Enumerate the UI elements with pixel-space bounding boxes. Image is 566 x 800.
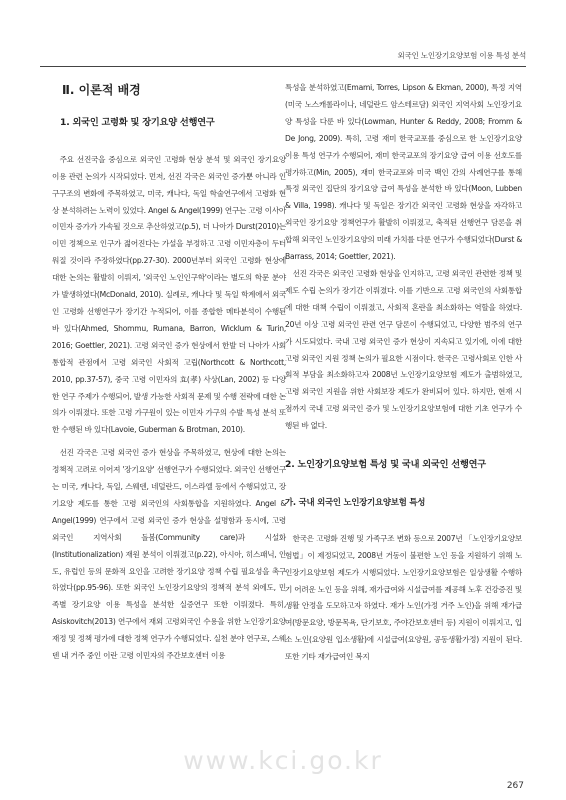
page-number: 267 [506,781,524,791]
section-title: Ⅱ. 이론적 배경 [62,83,141,97]
right-column [285,80,522,666]
body-paragraph: 한국은 고령화 진행 및 가족구조 변화 등으로 2007년 「노인장기요양보험법」이 제정되었고, 2008년 거동이 불편한 노인 등을 지원하기 위해 노인장기요양보험 제도가 시행되었다. 노인장기요양보험은 일상생활 수행하기 어려운 노인 등을 위해, 재가급여와 시설급여를 제공해 노후 건강증진 및 생활 안정을 도모하고자 하였다. 재가 노인(가정 거주 노인)을 위해 재가급여(방문요양, 방문목욕, 단기보호, 주야간보호센터 등) 지원이 이뤄지고, 입소 노인(요양원 입소생활)에 시설급여(요양원, 공동생활가정) 지원이 된다. 또한 기타 재가급여인 복지 [285,533,522,662]
subsubsection-title: 가. 국내 외국인 노인장기요양보험 특성 [285,496,426,507]
left-column [52,80,286,665]
running-head: 외국인 노인장기요양보험 이용 특성 분석 [397,51,526,60]
subsection-title-1: 1. 외국인 고령화 및 장기요양 선행연구 [60,116,215,128]
header-rule [40,66,526,67]
body-paragraph: 특성을 분석하였고(Emami, Torres, Lipson & Ekman, 2000), 특정 지역(미국 노스캐롤라이나, 네덜란드 암스테르담) 외국인 지역사회 노인장기요양 특성을 다룬 바 있다(Lowman, Hunter & Reddy, 2008; Fromm & De Jong, 2009). 특히, 고령 재미 한국교포를 중심으로 한 노인장기요양 이용 특성 연구가 수행되어, 재미 한국교포의 장기요양 급여 이용 선호도를 평가하고(Min, 2005), 재미 한국교포와 미국 백인 간의 사례연구를 통해 특정 외국인 집단의 장기요양 급여 특성을 분석한 바 있다(Moon, Lubben & Villa, 1998). 캐나다 및 독일은 장기간 외국인 고령화 현상을 자각하고 외국인 장기요양 정책연구가 활발히 이뤄졌고, 축적된 선행연구 담론을 취합해 외국인 노인장기요양의 미래 가치를 다룬 연구가 수행되었다(Durst & Barrass, 2014; Goettler, 2021). [285,83,522,262]
body-paragraph: 주요 선진국을 중심으로 외국인 고령화 현상 분석 및 외국인 장기요양 이용 관련 논의가 시작되었다. 먼저, 선진 각국은 외국인 증가뿐 아니라 인구구조의 변화에 주목하였고, 미국, 캐나다, 독일 학술연구에서 고령화 현상 분석하려는 노력이 있었다. Angel & Angel(1999) 연구는 고령 이사아 이민자 증가가 가속될 것으로 추산하였고(p.5), 더 나아가 Durst(2010)는 이민 정책으로 인구가 젊어진다는 가설을 부정하고 고령 이민자층이 두터워질 것이라 주장하였다(pp.27-30). 2000년부터 외국인 고령화 현상에 대한 논의는 활발히 이뤄져, '외국인 노인인구학'이라는 별도의 학문 분야가 발생하였다(McDonald, 2010). 실례로, 캐나다 및 독일 학계에서 외국인 고령화 선행연구가 장기간 누적되어, 이를 종합한 메타분석이 수행된 바 있다(Ahmed, Shommu, Rumana, Barron, Wicklum & Turin, 2016; Goettler, 2021). 고령 외국인 증가 현상에서 한발 더 나아가 사회통합적 관점에서 고령 외국인 사회적 고립(Northcott & Northcott, 2010, pp.37-57), 중국 고령 이민자의 효(孝) 사상(Lan, 2002) 등 다양한 연구 주제가 수행되어, 발생 가능한 사회적 문제 및 수행 전략에 대한 논의가 이뤄졌다. 또한 고령 가구원이 있는 이민자 가구의 수발 특성 분석 또한 수행된 바 있다(Lavoie, Guberman & Brotman, 2010). [52,154,286,435]
body-paragraph: 선진 각국은 고령 외국인 증가 현상을 주목하였고, 현상에 대한 논의는 정책적 고려로 이어져 '장기요양' 선행연구가 수행되었다. 외국인 선행연구는 미국, 캐나다, 독일, 스웨덴, 네덜란드, 이스라엘 등에서 수행되었고, 장기요양 제도를 통한 고령 외국인의 사회통합을 지원하였다. Angel & Angel(1999) 연구에서 고령 외국인 증가 현상을 설명함과 동시에, 고령 외국인 지역사회 돌봄(Community care)과 시설화(Institutionalization) 재원 분석이 이뤄졌고(p.22), 아시아, 히스패닉, 인도, 유럽인 등의 문화적 요인을 고려한 장기요양 정책 수립 필요성을 촉구하였다(pp.95-96). 또한 외국인 노인장기요양의 정책적 분석 외에도, 민족별 장기요양 이용 특성을 분석한 실증연구 또한 이뤄졌다. 특히, Asiskovitch(2013) 연구에서 재외 고령외국인 수용을 위한 노인장기요양 재정 및 정책 평가에 대한 정책 연구가 수행되었다. 실천 분야 연구로, 스웨덴 내 거주 중인 이란 고령 이민자의 주간보호센터 이용 [52,448,286,661]
subsection-title-2: 2. 노인장기요양보험 특성 및 국내 외국인 선행연구 [285,459,486,471]
watermark: www.kci.go.kr [183,746,383,775]
body-paragraph: 선진 각국은 외국인 고령화 현상을 인지하고, 고령 외국인 관련한 정책 및 제도 수립 논의가 장기간 이뤄졌다. 이를 기반으로 고령 외국인의 사회통합에 대한 대책 수립이 이뤄졌고, 사회적 혼란을 최소화하는 역할을 하였다. 20년 이상 고령 외국인 관련 연구 담론이 수행되었고, 다양한 범주의 연구가 시도되었다. 국내 고령 외국인 증가 현상이 지속되고 있기에, 이에 대한 고령 외국인 지원 정책 논의가 필요한 시점이다. 한국은 고령사회로 인한 사회적 부담을 최소화하고자 2008년 노인장기요양보험 제도가 출범하였고, 고령 외국인 지원을 위한 사회보장 제도가 완비되어 있다. 하지만, 현재 시점까지 국내 고령 외국인 증가 및 노인장기요양보험에 대한 기초 연구가 수행된 바 없다. [285,268,522,431]
